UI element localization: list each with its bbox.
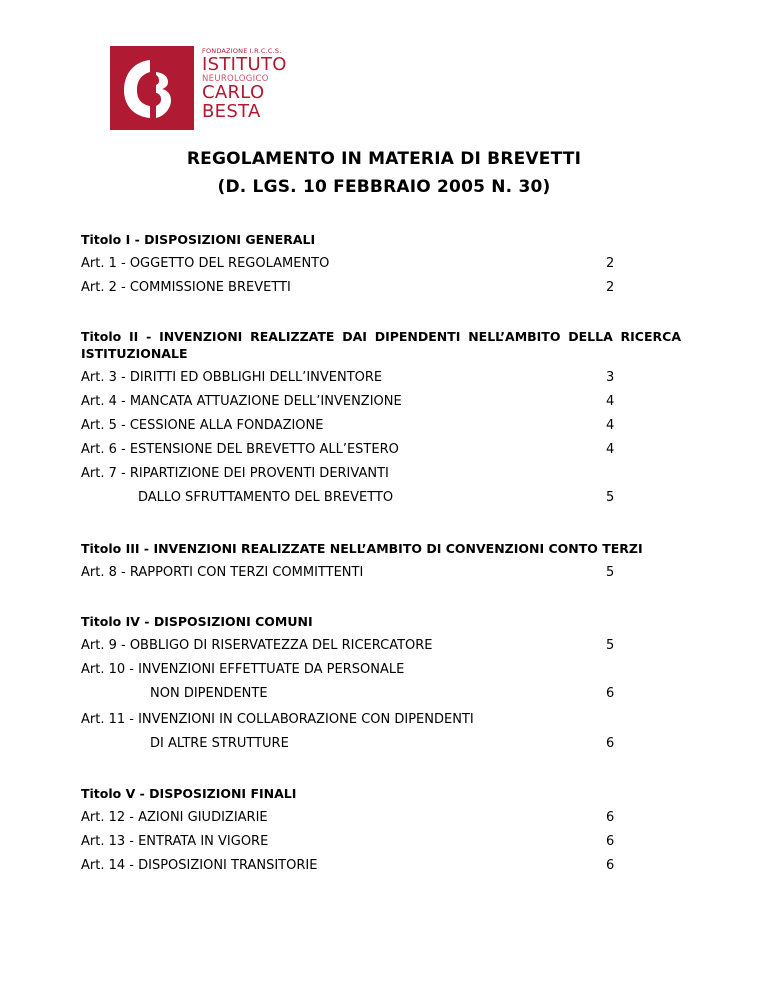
section-heading-1: Titolo I - DISPOSIZIONI GENERALI [81, 232, 316, 247]
logo-neurologico: NEUROLOGICO [202, 73, 269, 84]
logo-istituto: ISTITUTO [202, 53, 287, 75]
toc-entry-text: Art. 11 - INVENZIONI IN COLLABORAZIONE CON DIPENDENTI [81, 712, 474, 727]
toc-entry-page: 5 [606, 565, 615, 580]
toc-entry-text: Art. 5 - CESSIONE ALLA FONDAZIONE [81, 418, 324, 433]
document-title: REGOLAMENTO IN MATERIA DI BREVETTI [186, 149, 582, 169]
toc-entry-text: Art. 9 - OBBLIGO DI RISERVATEZZA DEL RICERCATORE [81, 638, 433, 653]
toc-entry-text: Art. 8 - RAPPORTI CON TERZI COMMITTENTI [81, 565, 364, 580]
logo-wordmark [202, 46, 287, 121]
toc-entry-page: 6 [606, 736, 615, 751]
toc-entry-text: Art. 1 - OGGETTO DEL REGOLAMENTO [81, 256, 330, 271]
toc-entry-text: Art. 13 - ENTRATA IN VIGORE [81, 834, 269, 849]
toc-entry-text: Art. 10 - INVENZIONI EFFETTUATE DA PERSONALE [81, 662, 405, 677]
toc-entry-page: 6 [606, 834, 615, 849]
toc-entry-continuation[interactable]: NON DIPENDENTE [150, 686, 268, 701]
institute-logo [110, 46, 310, 130]
toc-entry-page: 3 [606, 370, 615, 385]
toc-entry-text: Art. 6 - ESTENSIONE DEL BREVETTO ALL’ESTERO [81, 442, 399, 457]
section-heading-4: Titolo IV - DISPOSIZIONI COMUNI [81, 614, 313, 629]
toc-entry-text: Art. 2 - COMMISSIONE BREVETTI [81, 280, 291, 295]
toc-entry-text: Art. 4 - MANCATA ATTUAZIONE DELL’INVENZIONE [81, 394, 402, 409]
toc-entry-page: 6 [606, 858, 615, 873]
toc-entry-page: 2 [606, 280, 615, 295]
toc-entry-page: 4 [606, 394, 615, 409]
logo-mark-icon [110, 46, 194, 130]
toc-entry-text: Art. 7 - RIPARTIZIONE DEI PROVENTI DERIVANTI [81, 466, 389, 481]
toc-entry-text: Art. 12 - AZIONI GIUDIZIARIE [81, 810, 268, 825]
toc-entry-page: 6 [606, 810, 615, 825]
toc-entry-page: 5 [606, 490, 615, 505]
document-subtitle: (D. LGS. 10 FEBBRAIO 2005 N. 30) [217, 177, 551, 197]
toc-entry-page: 4 [606, 418, 615, 433]
section-heading-3: Titolo III - INVENZIONI REALIZZATE NELL’AMBITO DI CONVENZIONI CONTO TERZI [81, 541, 643, 556]
toc-entry-text: Art. 3 - DIRITTI ED OBBLIGHI DELL’INVENTORE [81, 370, 383, 385]
toc-entry-page: 2 [606, 256, 615, 271]
logo-besta: BESTA [202, 101, 261, 122]
toc-entry-page: 5 [606, 638, 615, 653]
section-heading-5: Titolo V - DISPOSIZIONI FINALI [81, 786, 297, 801]
toc-entry-page: 4 [606, 442, 615, 457]
logo-carlo: CARLO [202, 82, 265, 103]
toc-entry-text: Art. 14 - DISPOSIZIONI TRANSITORIE [81, 858, 318, 873]
logo-foundation: FONDAZIONE I.R.C.C.S. [202, 47, 282, 55]
toc-entry-page: 6 [606, 686, 615, 701]
toc-entry-continuation[interactable]: DALLO SFRUTTAMENTO DEL BREVETTO [138, 490, 394, 505]
section-heading-2: Titolo II - INVENZIONI REALIZZATE DAI DIPENDENTI NELL’AMBITO DELLA RICERCA ISTITUZIONALE [81, 329, 681, 361]
toc-entry-continuation[interactable]: DI ALTRE STRUTTURE [150, 736, 289, 751]
